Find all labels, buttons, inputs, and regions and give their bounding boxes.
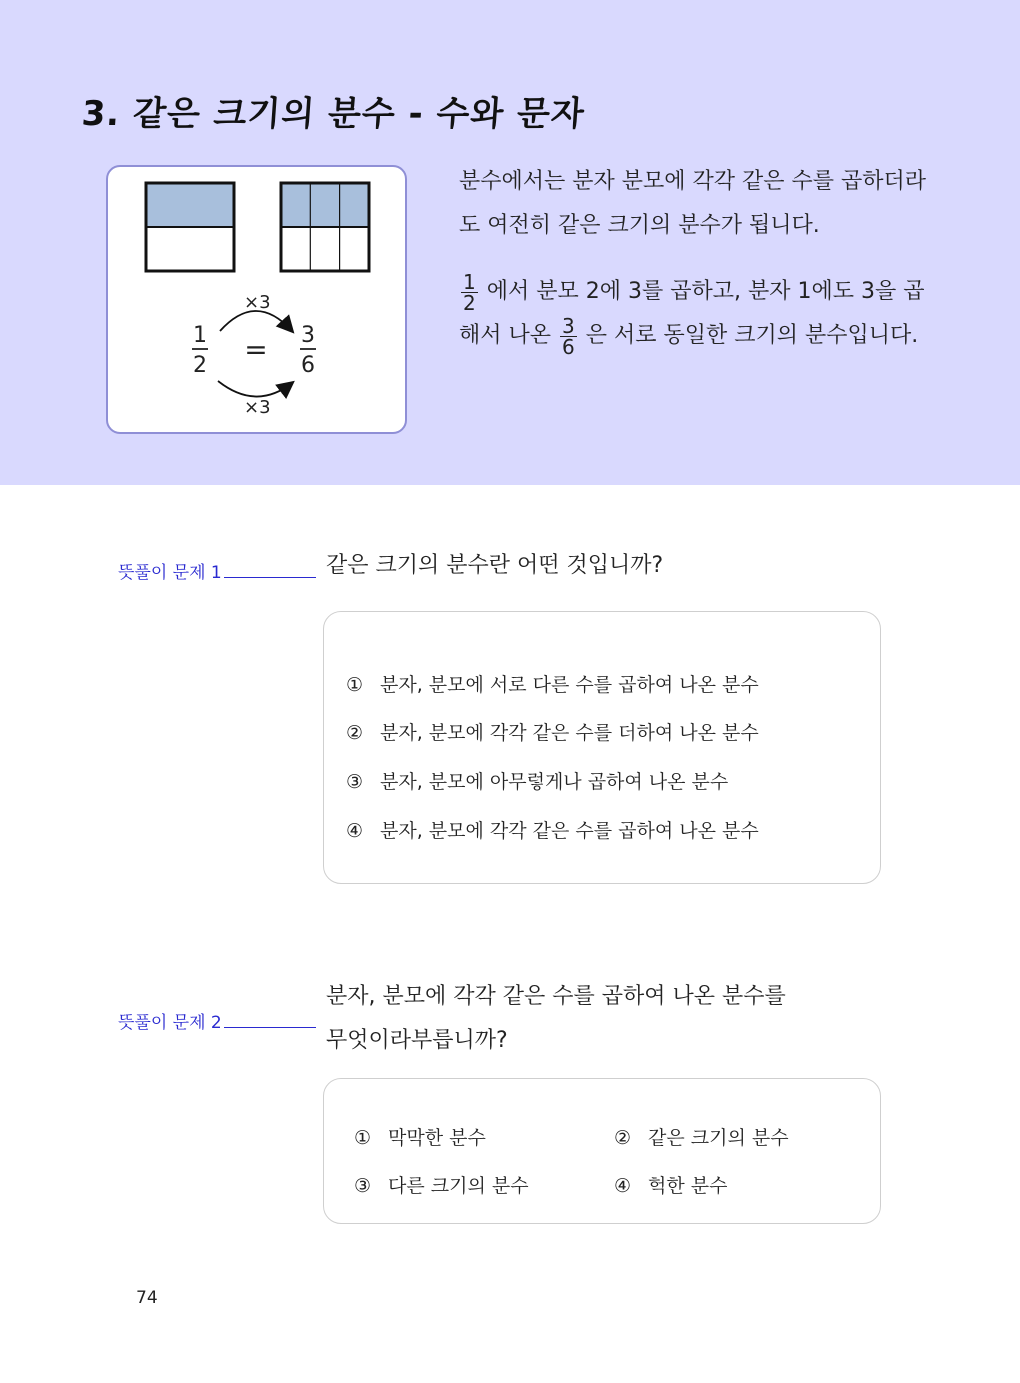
problem-2-question-line-2: 무엇이라부릅니까? — [326, 1028, 508, 1053]
problem-2-question-line-1: 분자, 분모에 각각 같은 수를 곱하여 나온 분수를 — [326, 984, 786, 1009]
problem-1-label: 뜻풀이 문제 1 — [118, 558, 316, 583]
multiply-label-bottom: ×3 — [244, 397, 271, 418]
multiply-arrow-bottom — [218, 381, 292, 397]
problem-1-option-4[interactable]: ④ 분자, 분모에 각각 같은 수를 곱하여 나온 분수 — [346, 820, 759, 842]
problem-2-option-1[interactable]: ① 막막한 분수 — [354, 1127, 486, 1149]
fraction-diagram-card — [106, 165, 407, 434]
inline-fraction-one-half: $\frac{1}{2}$ — [463, 269, 476, 315]
multiply-arrow-top — [220, 311, 292, 331]
page-title: 3. 같은 크기의 분수 - 수와 문자 — [80, 94, 587, 134]
fraction-diagram — [108, 167, 409, 436]
equals-sign: = — [244, 333, 268, 366]
problem-1-options-box — [323, 611, 881, 884]
halves-square — [146, 183, 234, 271]
problem-2-option-3[interactable]: ③ 다른 크기의 분수 — [354, 1175, 529, 1197]
problem-2-label: 뜻풀이 문제 2 — [118, 1008, 316, 1033]
explanation-text — [459, 160, 929, 358]
problem-1-option-3[interactable]: ③ 분자, 분모에 아무렇게나 곱하여 나온 분수 — [346, 771, 729, 793]
problem-2-option-2[interactable]: ② 같은 크기의 분수 — [614, 1127, 789, 1149]
problem-1-option-1[interactable]: ① 분자, 분모에 서로 다른 수를 곱하여 나온 분수 — [346, 674, 759, 696]
explanation-paragraph-1: 분수에서는 분자 분모에 각각 같은 수를 곱하더라도 여전히 같은 크기의 분수가 됩니다. — [459, 169, 927, 238]
right-fraction-numerator: 3 — [301, 323, 315, 348]
explanation-part-2: 은 서로 동일한 크기의 분수입니다. — [585, 323, 919, 348]
inline-fraction-three-sixths: $\frac{3}{6}$ — [562, 313, 575, 359]
page-number: 74 — [136, 1288, 158, 1308]
left-fraction-denominator: 2 — [193, 353, 207, 378]
sixths-shaded-top — [281, 183, 369, 227]
explanation-part-1: 에서 분모 2에 3를 곱하고, 분자 1에도 3을 곱해서 나온 — [459, 279, 925, 348]
right-fraction-denominator: 6 — [301, 353, 315, 378]
sixths-square — [281, 183, 369, 271]
halves-shaded-top — [146, 183, 234, 227]
multiply-label-top: ×3 — [244, 292, 271, 313]
problem-1-option-2[interactable]: ② 분자, 분모에 각각 같은 수를 더하여 나온 분수 — [346, 722, 759, 744]
left-fraction-numerator: 1 — [193, 323, 207, 348]
explanation-paragraph-2 — [459, 270, 929, 358]
problem-2-question — [326, 975, 786, 1063]
problem-2-option-4[interactable]: ④ 헉한 분수 — [614, 1175, 728, 1197]
problem-1-question: 같은 크기의 분수란 어떤 것입니까? — [326, 553, 664, 578]
problem-2-options-box — [323, 1078, 881, 1224]
